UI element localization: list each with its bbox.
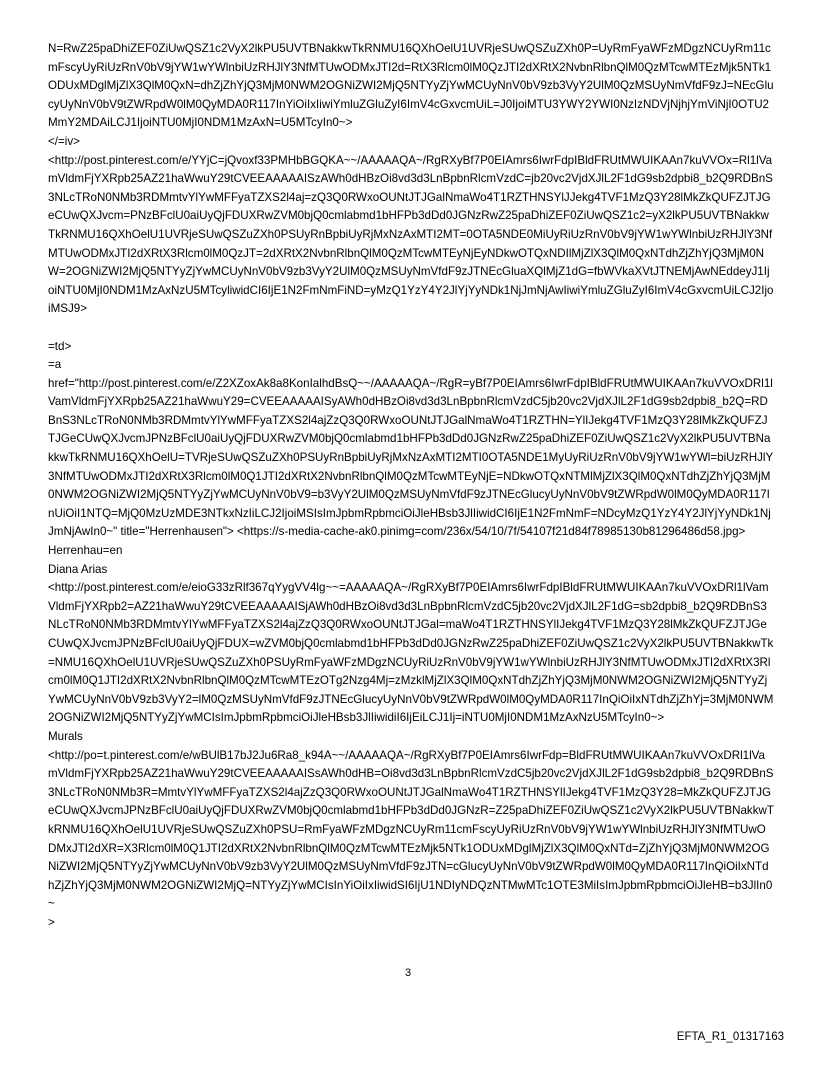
page-number: 3 [404,967,412,979]
paragraph-gap [48,319,774,338]
bates-number: EFTA_R1_01317163 [676,1031,784,1043]
text-block: N=RwZ25paDhiZEF0ZiUwQSZ1c2VyX2lkPU5UVTBNakkwTkRNMU16QXhOelU1UVRjeSUwQSZuZXh0P=UyRmFyaWFzMDgzNCUyRm11cmFscyUyRiUzRnV0bV9jYW1wYWlnbiUzRHJlY3NfMTUwODMxJTI2d=RtX3Rlcm0lM0QzJTI2dXRtX2NvbnRlbnQlM0QzMTcwMTEzMjk5NTk1ODUxMDglMjZlX3QlM0QxN=dhZjZhYjQ3MjM0NWM2OGNiZWI2MjQ5NTYyZjYwMCUyNnV0bV9zb3VyY2UlM0QzMSUyNmVfdF9zJ=NEcGlucyUyNnV0bV9tZWRpdW0lM0QyMDA0R117InYiOiIxIiwiYmluZGluZyI6ImV4cGxvcmUiL=J0IjoiMTU3YWY2YWI0NzIzNDVjNjhjYmViNjI0OTU2MmY2MDAiLCJ1IjoiNTU0MjI0NDM1MzAxN=U5MTcyIn0~> </=iv> <http://post.pinterest.com/e/YYjC=jQvoxf33PMHbBGQKA~~/AAAAAQA~/RgRXyBf7P0EIAmrs6IwrFdpIBldFRUtMWUIKAAn7kuVVOx=Rl1lVamVldmFjYXRpb25AZ21haWwuY29tCVEEAAAAAISzAWh0dHBzOi8vd3d3LnBpbnRlcmVzdC=jb20vc2VjdXJlL2F1dG9sb2dpbi8_b2Q9RDBnS3NLcTRoN0NMb3RDMmtvYlYwMFFyaTZXS2l4aj=zQ3Q0RWxoOUNtJTJGalNmaWo4T1RZTHNSYlJJekg4TVF1MzQ3Y28lMkZkQUFZJTJGeCUwQXJvcm=PNzBFclU0aiUyQjFDUXRwZVM0bjQ0cmlabmd1bHFPb3dDd0JGNzRwZ25paDhiZEF0ZiUwQSZ1c2=yX2lkPU5UVTBNakkwTkRNMU16QXhOelU1UVRjeSUwQSZuZXh0PSUyRnBpbiUyRjMxNzAxMTI2MT=0OTA5NDE0MiUyRiUzRnV0bV9jYW1wYWlnbiUzRHJlY3NfMTUwODMxJTI2dXRtX3Rlcm0lM0QzJT=2dXRtX2NvbnRlbnQlM0QzMTcwMTEyNjEyNDkwOTQxNDIlMjZlX3QlM0QxNTdhZjZhYjQ3MjM0NW=2OGNiZWI2MjQ5NTYyZjYwMCUyNnV0bV9zb3VyY2UlM0QzMSUyNmVfdF9zJTNEcGluaXQlMjZ1dG=fbWVkaXVtJTNEMjAwNEddeyJ1IjoiNTU0MjI0NDM1MzAxNzU5MTcyliwidCI6IjE1N2FmNmFiND=yMzQ1YzY4Y2JlYjYyNDk1NjJmNjAwIiwiYmluZGluZyI6ImV4cGxvcmUiLCJ2IjoiMSJ9> [48,42,774,316]
text-block: =td> =a href="http://post.pinterest.com/e/Z2XZoxAk8a8KonIalhdBsQ~~/AAAAAQA~/RgR=yBf7P0EIAmrs6IwrFdpIBldFRUtMWUIKAAn7kuVVOxDRl1lVamVldmFjYXRpb25AZ21haWwuY29=CVEEAAAAAISyAWh0dHBzOi8vd3d3LnBpbnRlcmVzdC5jb20vc2VjdXJlL2F1dG9sb2dpbi8_b2Q=RDBnS3NLcTRoN0NMb3RDMmtvYlYwMFFyaTZXS2l4ajZzQ3Q0RWxoOUNtJTJGalNmaWo4T1RZTHN=YlIJekg4TVF1MzQ3Y28lMkZkQUFZJTJGeCUwQXJvcmJPNzBFclU0aiUyQjFDUXRwZVM0bjQ0cmlabmd1bHFPb3dDd0JGNzRwZ25paDhiZEF0ZiUwQSZ1c2VyX2lkPU5UVTBNakkwTkRNMU16QXhOelU=TVRjeSUwQSZuZXh0PSUyRnBpbiUyRjMxNzAxMTI2MTI0OTA5NDE1MyUyRiUzRnV0bV9jYW1wYWl=biUzRHJlY3NfMTUwODMxJTI2dXRtX3Rlcm0lM0Q1JTI2dXRtX2NvbnRlbnQlM0QzMTcwMTEyNjE=NDkwOTQxNTMlMjZlX3QlM0QxNTdhZjZhYjQ3MjM0NWM2OGNiZWI2MjQ5NTYyZjYwMCUyNnV0bV9=b3VyY2UlM0QzMSUyNmVfdF9zJTNEcGlucyUyNnV0bV9tZWRpdW0lM0QyMDA0R117InUiOiI1NTQ=MjQ0MzUzMDE3NTkxNzIiLCJ2IjoiMSIsImJpbmRpbmciOiJleHBsb3JlIiwidCI6IjE1N2FmNmF=NDcyMzQ1YzY4Y2JlYjYyNDk1NjJmNjAwIn0~" title="Herrenhausen"> <https://s-media-cache-ak0.pinimg=com/236x/54/10/7f/54107f21d84f78985130b81296486d58.jpg> Herrenhau=en Diana Arias <http://post.pinterest.com/e/eioG33zRlf367qYygVV4lg~~=AAAAAQA~/RgRXyBf7P0EIAmrs6IwrFdpIBldFRUtMWUIKAAn7kuVVOxDRl1lVamVldmFjYXRpb2=AZ21haWwuY29tCVEEAAAAAISjAWh0dHBzOi8vd3d3LnBpbnRlcmVzdC5jb20vc2VjdXJlL2F1dG=sb2dpbi8_b2Q9RDBnS3NLcTRoN0NMb3RDMmtvYlYwMFFyaTZXS2l4ajZzQ3Q0RWxoOUNtJTJGal=maWo4T1RZTHNSYlIJekg4TVF1MzQ3Y28lMkZkQUFZJTJGeCUwQXJvcmJPNzBFclU0aiUyQjFDUX=wZVM0bjQ0cmlabmd1bHFPb3dDd0JGNzRwZ25paDhiZEF0ZiUwQSZ1c2VyX2lkPU5UVTBNakkwTk=NMU16QXhOelU1UVRjeSUwQSZuZXh0PSUyRmFyaWFzMDgzNCUyRiUzRnV0bV9jYW1wYWlnbiUzRHJlY3NfMTUwODMxJTI2dXRtX3Rlcm0lM0Q1JTI2dXRtX2NvbnRlbnQlM0QzMTcwMTEzOTg2Nzg4Mj=zMzklMjZlX3QlM0QxNTdhZjZhYjQ3MjM0NWM2OGNiZWI2MjQ5NTYyZjYwMCUyNnV0bV9zb3VyY2=lM0QzMSUyNmVfdF9zJTNEcGlucyUyNnV0bV9tZWRpdW0lM0QyMDA0R117InQiOiIxNTdhZjZhYj=3MjM0NWM2OGNiZWI2MjQ5NTYyZjYwMCIsImJpbmRpbmciOiJleHBsb3JlIiwidiI6IjEiLCJ1Ij=iNTU0MjI0NDM1MzAxNzU5MTcyIn0~> Murals <http://po=t.pinterest.com/e/wBUlB17bJ2Ju6Ra8_k94A~~/AAAAAQA~/RgRXyBf7P0EIAmrs6IwrFdp=BldFRUtMWUIKAAn7kuVVOxDRl1lVamVldmFjYXRpb25AZ21haWwuY29tCVEEAAAAAISsAWh0dHB=Oi8vd3d3LnBpbnRlcmVzdC5jb20vc2VjdXJlL2F1dG9sb2dpbi8_b2Q9RDBnS3NLcTRoN0NMb3R=MmtvYlYwMFFyaTZXS2l4ajZzQ3Q0RWxoOUNtJTJGalNmaWo4T1RZTHNSYlIJekg4TVF1MzQ3Y28=MkZkQUFZJTJGeCUwQXJvcmJPNzBFclU0aiUyQjFDUXRwZVM0bjQ0cmlabmd1bHFPb3dDd0JGNzR=Z25paDhiZEF0ZiUwQSZ1c2VyX2lkPU5UVTBNakkwTkRNMU16QXhOelU1UVRjeSUwQSZuZXh0PSU=RmFyaWFzMDgzNCUyRm11cmFscyUyRiUzRnV0bV9jYW1wYWlnbiUzRHJlY3NfMTUwODMxJTI2dXR=X3Rlcm0lM0Q1JTI2dXRtX2NvbnRlbnQlM0QzMTcwMTEzMjk5NTk1ODUxMDglMjZlX3QlM0QxNTd=ZjZhYjQ3MjM0NWM2OGNiZWI2MjQ5NTYyZjYwMCUyNnV0bV9zb3VyY2UlM0QzMSUyNmVfdF9zJTN=cGlucyUyNnV0bV9tZWRpdW0lM0QyMDA0R117InQiOiIxNTdhZjZhYjQ3MjM0NWM2OGNiZWI2MjQ=NTYyZjYwMCIsInYiOiIxIiwidSI6IjU1NDIyNDQzNTMwMTc1OTE3MiIsImJpbmRpbmciOiJleHB=b3JlIn0~ > [48,339,774,929]
document-body [48,40,774,933]
